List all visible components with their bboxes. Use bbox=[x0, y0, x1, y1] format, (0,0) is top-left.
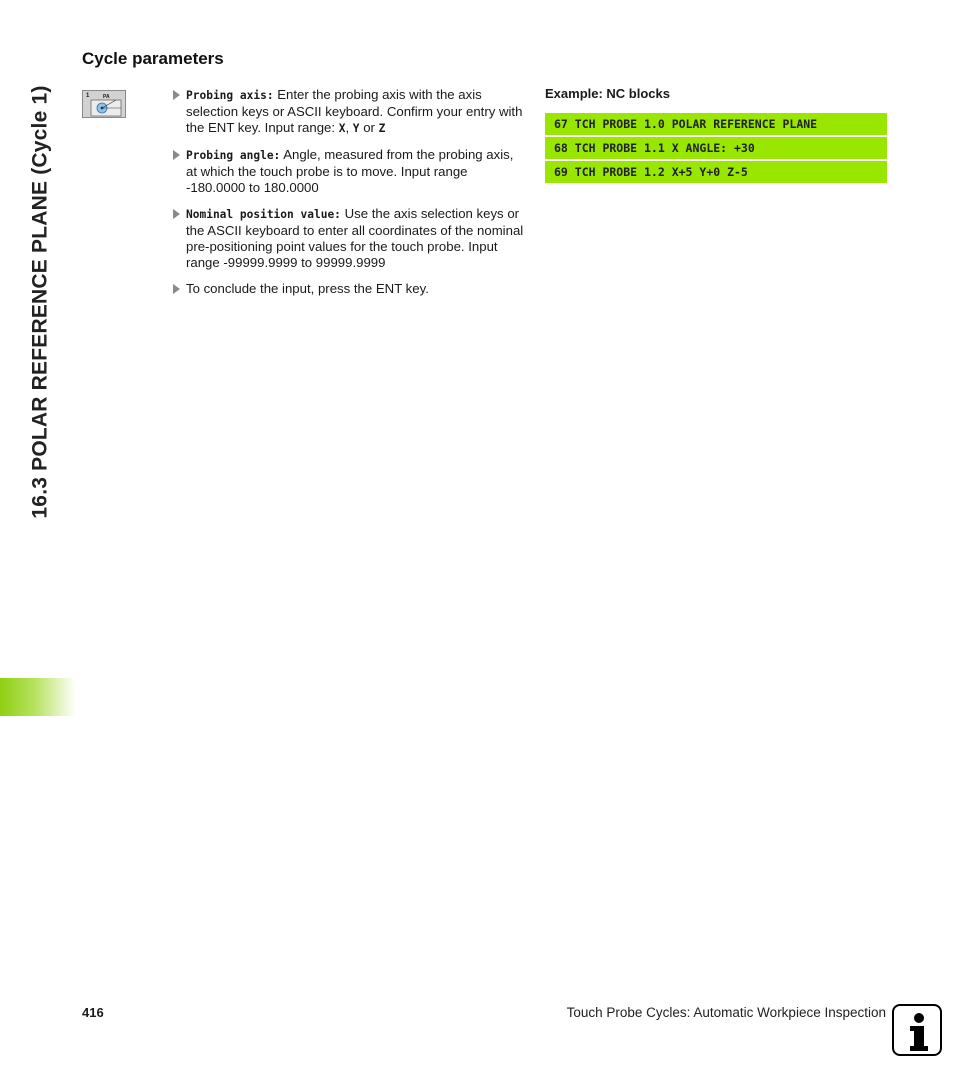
param-name: Probing angle: bbox=[186, 149, 281, 162]
param-probing-angle bbox=[172, 147, 528, 196]
chapter-side-title-text: 16.3 POLAR REFERENCE PLANE (Cycle 1) bbox=[29, 85, 53, 519]
param-description: Use the axis selection keys or the ASCII keyboard to enter all coordinates of the nominal pre-positioning point values for the touch probe. Input range -99999.9999 to 99999.9999 bbox=[186, 206, 524, 270]
axis-key-z: Z bbox=[378, 122, 386, 135]
param-conclude-input bbox=[172, 281, 528, 297]
nc-block-row: 68 TCH PROBE 1.1 X ANGLE: +30 bbox=[545, 137, 887, 159]
section-title: Cycle parameters bbox=[82, 49, 224, 68]
param-description: Enter the probing axis with the axis selection keys or ASCII keyboard. Confirm your entry with the ENT key. Input range: bbox=[186, 87, 523, 135]
softkey-number: 1 bbox=[86, 93, 90, 99]
param-nominal-position bbox=[172, 206, 528, 271]
softkey-label: PA bbox=[103, 94, 110, 100]
cycle-softkey-icon bbox=[82, 90, 126, 118]
parameter-list bbox=[172, 87, 528, 307]
nc-block-row: 67 TCH PROBE 1.0 POLAR REFERENCE PLANE bbox=[545, 113, 887, 135]
triangle-bullet-icon bbox=[173, 284, 180, 294]
page-number: 416 bbox=[82, 1005, 104, 1020]
param-probing-axis bbox=[172, 87, 528, 137]
info-icon bbox=[892, 1004, 942, 1056]
param-name: Nominal position value: bbox=[186, 208, 341, 221]
triangle-bullet-icon bbox=[173, 90, 180, 100]
separator-text: or bbox=[359, 120, 379, 135]
nc-block-row: 69 TCH PROBE 1.2 X+5 Y+0 Z-5 bbox=[545, 161, 887, 183]
axis-key-y: Y bbox=[352, 122, 360, 135]
footer-chapter-title: Touch Probe Cycles: Automatic Workpiece Inspection bbox=[566, 1005, 886, 1020]
axis-key-x: X bbox=[338, 122, 346, 135]
nc-block-list bbox=[545, 113, 887, 185]
param-description: To conclude the input, press the ENT key. bbox=[186, 281, 429, 296]
example-heading: Example: NC blocks bbox=[545, 86, 670, 101]
param-description: Angle, measured from the probing axis, at which the touch probe is to move. Input range -180.0000 to 180.0000 bbox=[186, 147, 514, 195]
polar-plane-glyph bbox=[83, 91, 127, 119]
chapter-side-title bbox=[24, 52, 58, 552]
separator-text: , bbox=[345, 120, 353, 135]
chapter-tab-marker bbox=[0, 678, 76, 716]
triangle-bullet-icon bbox=[173, 150, 180, 160]
triangle-bullet-icon bbox=[173, 209, 180, 219]
param-name: Probing axis: bbox=[186, 89, 274, 102]
